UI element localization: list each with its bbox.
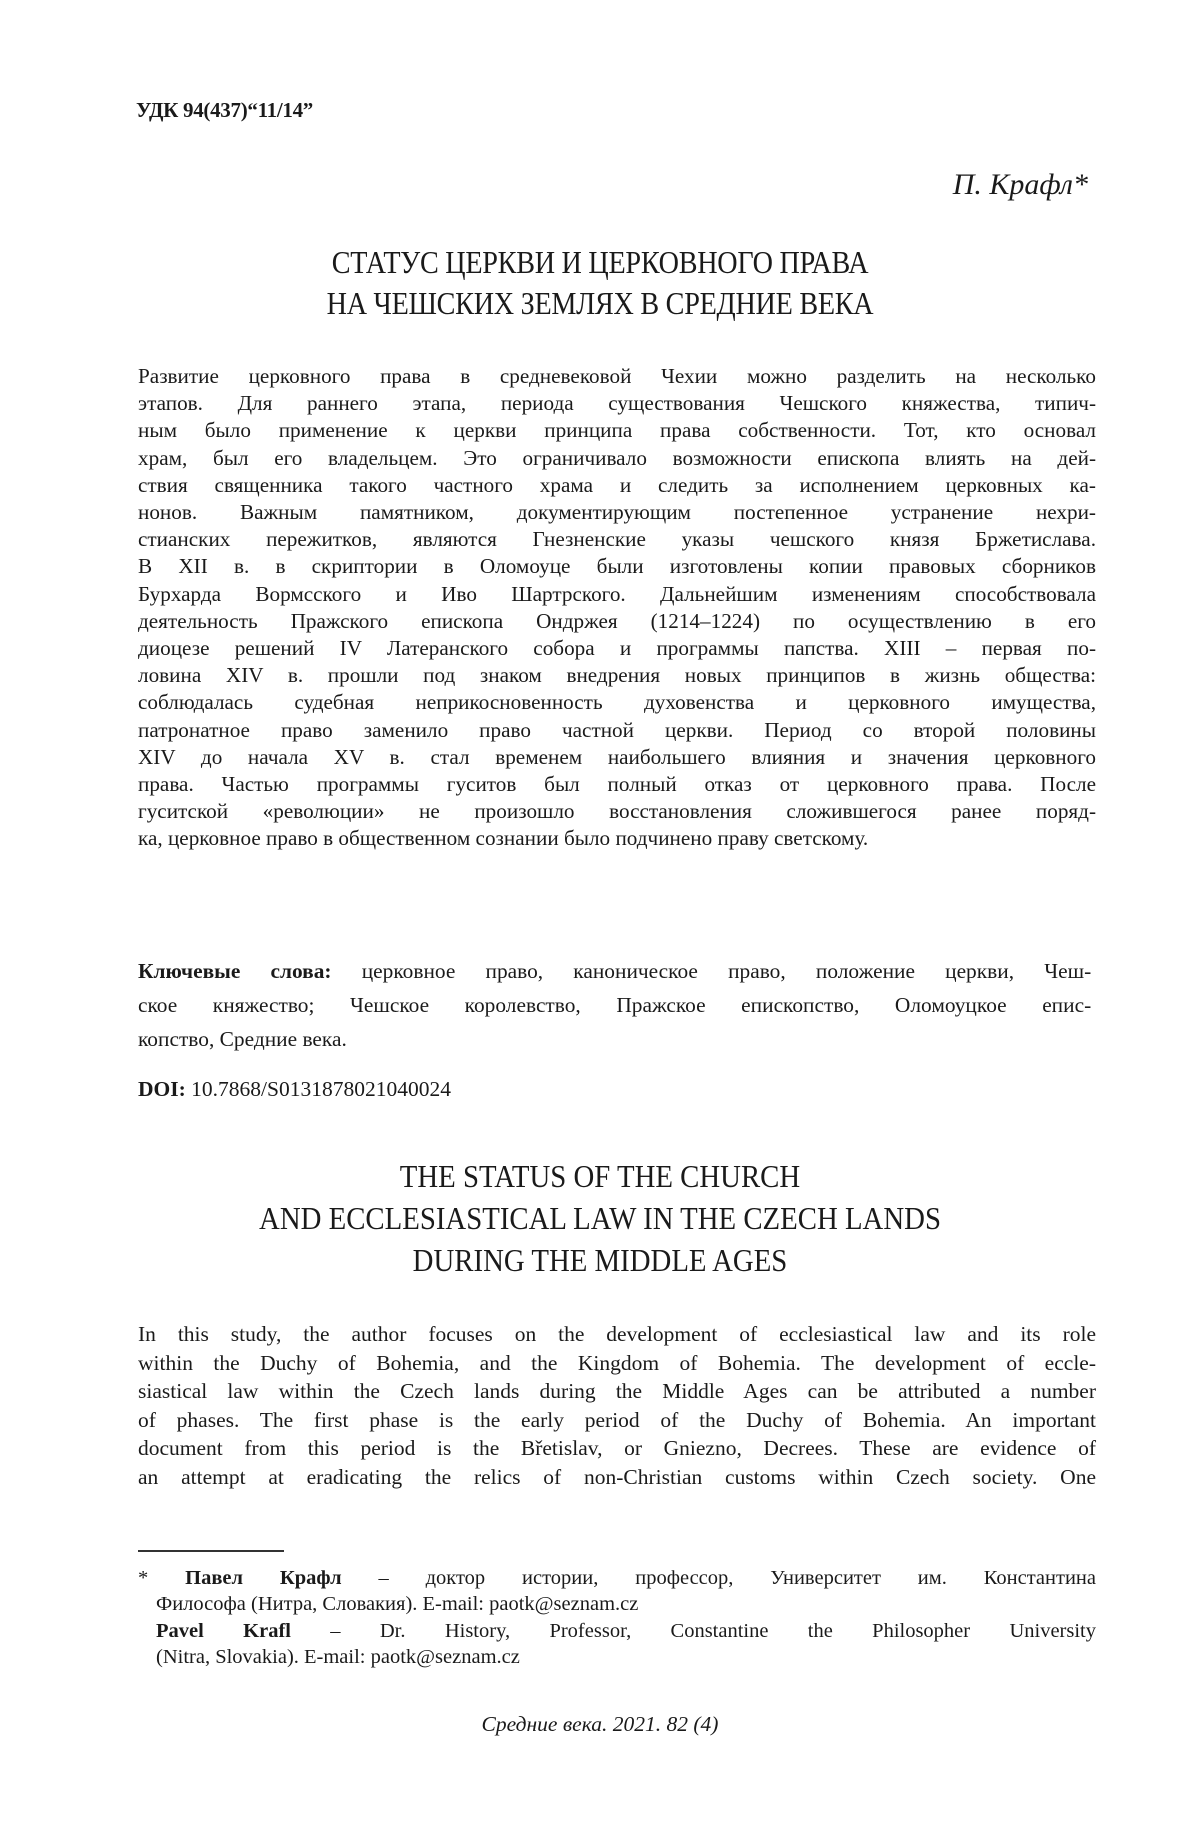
- russian-title-line: СТАТУС ЦЕРКВИ И ЦЕРКОВНОГО ПРАВА: [331, 244, 869, 280]
- footnote-line: [138, 1618, 1096, 1644]
- abstract-line: Бурхарда Вормсского и Иво Шартрского. Дальнейшим изменениям способствовала: [138, 581, 1096, 606]
- doi-label: DOI:: [138, 1077, 186, 1101]
- abstract-line: гуситской «революции» не произошло восстановления сложившегося ранее поряд-: [138, 799, 1096, 824]
- abstract-line: патронатное право заменило право частной церкви. Период со второй половины: [138, 717, 1096, 742]
- footnote-line: Философа (Нитра, Словакия). E-mail: paotk@seznam.cz: [156, 1593, 639, 1616]
- english-title-line: THE STATUS OF THE CHURCH: [399, 1158, 801, 1194]
- abstract-line: XIV до начала XV в. стал временем наибольшего влияния и значения церковного: [138, 744, 1096, 769]
- keywords-block: [138, 954, 1096, 1056]
- abstract-line: стианских пережитков, являются Гнезненские указы чешского князя Бржетислава.: [138, 527, 1096, 552]
- english-title: [60, 1155, 1140, 1281]
- author-name: П. Крафл*: [952, 168, 1088, 201]
- footnote-ru-affiliation: – доктор истории, профессор, Университет им. Константина: [341, 1567, 1096, 1589]
- doi-block: [138, 1077, 451, 1102]
- abstract-line: нонов. Важным памятником, документирующим постепенное устранение нехри-: [138, 500, 1096, 525]
- abstract-line: of phases. The first phase is the early period of the Duchy of Bohemia. An important: [138, 1407, 1096, 1432]
- abstract-line: ловина XIV в. прошли под знаком внедрения новых принципов в жизнь общества:: [138, 663, 1096, 688]
- abstract-line: этапов. Для раннего этапа, периода существования Чешского княжества, типич-: [138, 391, 1096, 416]
- footnote-en-affiliation: – Dr. History, Professor, Constantine the Philosopher University: [290, 1619, 1096, 1642]
- keywords-text: церковное право, каноническое право, положение церкви, Чеш-: [331, 959, 1092, 983]
- footnote-marker: *: [138, 1567, 186, 1589]
- abstract-line: права. Частью программы гуситов был полный отказ от церковного права. После: [138, 772, 1096, 797]
- russian-abstract: [138, 363, 1096, 853]
- russian-title: [72, 242, 1128, 324]
- doi-value[interactable]: 10.7868/S0131878021040024: [185, 1077, 451, 1101]
- abstract-line: ствия священника такого частного храма и следить за исполнением церковных ка-: [138, 472, 1096, 497]
- abstract-line: siastical law within the Czech lands during the Middle Ages can be attributed a number: [138, 1379, 1096, 1404]
- abstract-line: Развитие церковного права в средневековой Чехии можно разделить на несколько: [138, 364, 1096, 388]
- footnote-en-name: Pavel Krafl: [156, 1619, 291, 1642]
- abstract-line: диоцезе решений IV Латеранского собора и программы папства. XIII – первая по-: [138, 636, 1096, 661]
- abstract-line: ным было применение к церкви принципа права собственности. Тот, кто основал: [138, 418, 1096, 443]
- keywords-line: копство, Средние века.: [138, 1027, 347, 1051]
- russian-title-line: НА ЧЕШСКИХ ЗЕМЛЯХ В СРЕДНИЕ ВЕКА: [326, 285, 874, 321]
- abstract-line: document from this period is the Břetislav, or Gniezno, Decrees. These are evidence of: [138, 1436, 1096, 1461]
- abstract-line: В XII в. в скриптории в Оломоуце были изготовлены копии правовых сборников: [138, 554, 1096, 579]
- abstract-line: within the Duchy of Bohemia, and the Kingdom of Bohemia. The development of eccle-: [138, 1350, 1096, 1375]
- english-title-line: AND ECCLESIASTICAL LAW IN THE CZECH LANDS: [259, 1200, 941, 1236]
- footnote-divider: [138, 1550, 284, 1552]
- footnote-line: [138, 1565, 1096, 1591]
- abstract-line: соблюдалась судебная неприкосновенность духовенства и церковного имущества,: [138, 690, 1096, 715]
- footnote-ru-name: Павел Крафл: [185, 1567, 342, 1589]
- abstract-line: деятельность Пражского епископа Ондржея (1214–1224) по осуществлению в его: [138, 608, 1096, 633]
- keywords-label: Ключевые слова:: [138, 959, 332, 983]
- abstract-line: In this study, the author focuses on the development of ecclesiastical law and its role: [138, 1322, 1096, 1346]
- english-abstract: [138, 1320, 1096, 1492]
- journal-footer: Средние века. 2021. 82 (4): [481, 1712, 719, 1736]
- abstract-line: an attempt at eradicating the relics of non-Christian customs within Czech society. One: [138, 1464, 1096, 1489]
- udk-code: УДК 94(437)“11/14”: [136, 98, 313, 122]
- keywords-line: [138, 954, 1091, 988]
- footnote-line: (Nitra, Slovakia). E-mail: paotk@seznam.cz: [156, 1646, 520, 1669]
- abstract-line: ка, церковное право в общественном сознании было подчинено праву светскому.: [138, 826, 869, 851]
- abstract-line: храм, был его владельцем. Это ограничивало возможности епископа влиять на дей-: [138, 445, 1096, 470]
- keywords-line: ское княжество; Чешское королевство, Пражское епископство, Оломоуцкое епис-: [138, 993, 1092, 1017]
- author-footnote: [138, 1565, 1096, 1671]
- english-title-line: DURING THE MIDDLE AGES: [412, 1242, 788, 1278]
